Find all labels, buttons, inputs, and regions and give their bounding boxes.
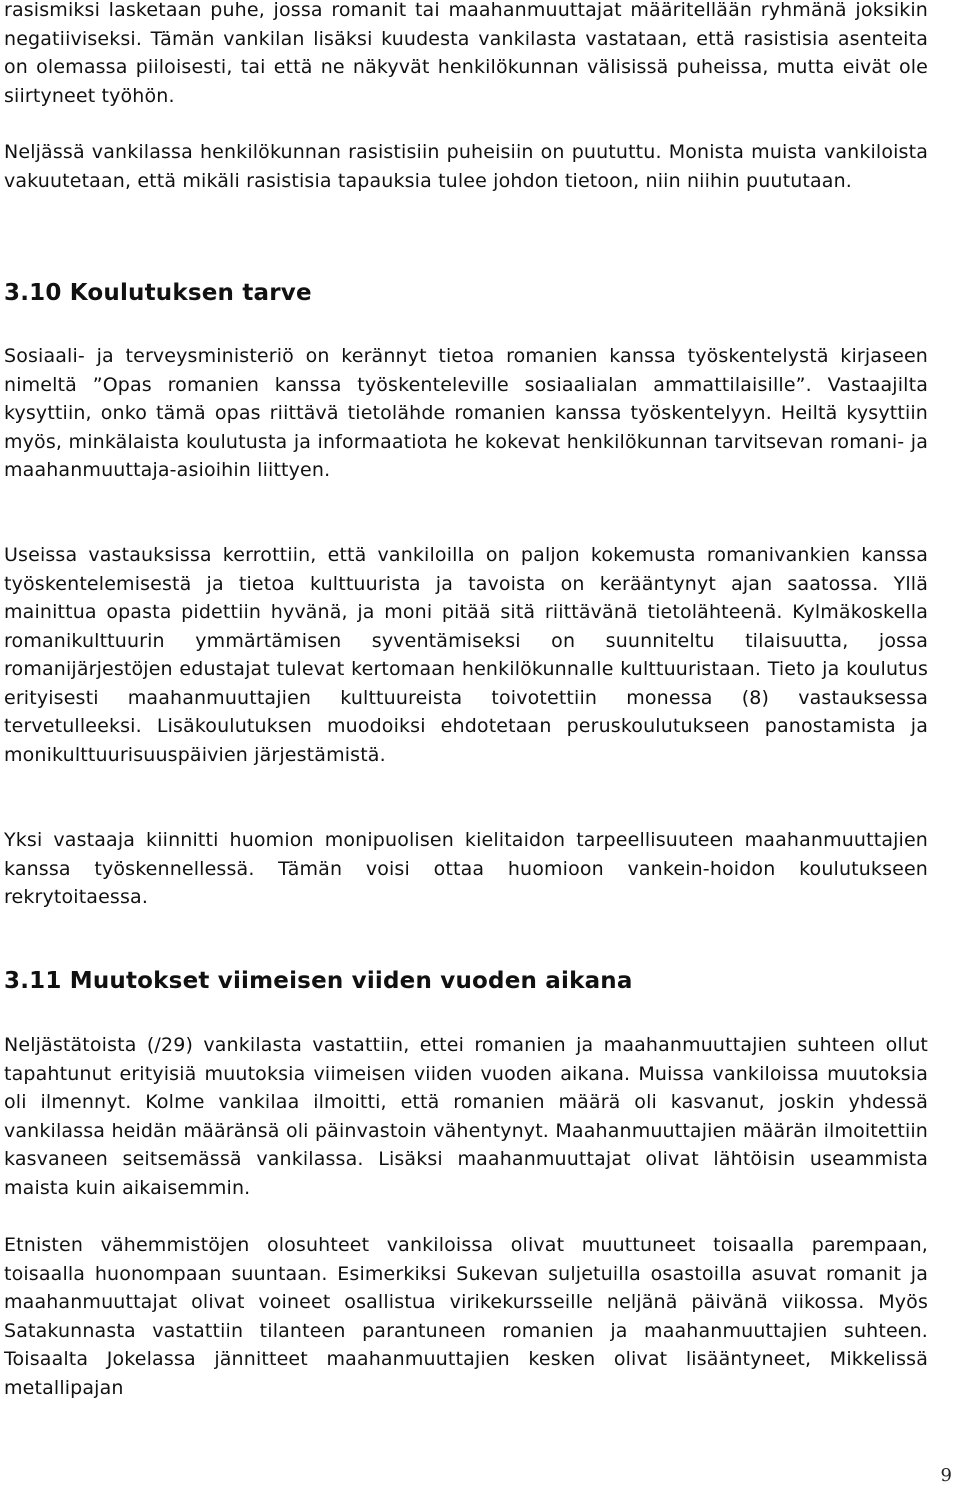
paragraph-puututtu: Neljässä vankilassa henkilökunnan rasistisiin puheisiin on puututtu. Monista muista vankiloista vakuutetaan, että mikäli rasistisia tapauksia tulee johdon tietoon, niin niihin puututaan.	[4, 141, 928, 192]
paragraph-yksi-vastaaja: Yksi vastaaja kiinnitti huomion monipuolisen kielitaidon tarpeellisuuteen maahanmuuttajien kanssa työskennellessä. Tämän voisi ottaa huomioon vankein-hoidon koulutukseen rekrytoitaessa.	[4, 829, 928, 908]
page-number: 9	[940, 1465, 952, 1486]
paragraph-sosiaali: Sosiaali- ja terveysministeriö on kerännyt tietoa romanien kanssa työskentelystä kirjaseen nimeltä ”Opas romanien kanssa työskenteleville sosiaalialan ammattilaisille”. Vastaajilta kysyttiin, onko tämä opas riittävä tietolähde romanien kanssa työskentelyyn. Heiltä kysyttiin myös, minkälaista koulutusta ja informaatiota he kokevat henkilökunnan tarvitsevan romani- ja maahanmuuttaja-asioihin liittyen.	[4, 345, 928, 481]
section-heading-3-10: 3.10 Koulutuksen tarve	[4, 280, 312, 306]
paragraph-useissa: Useissa vastauksissa kerrottiin, että vankiloilla on paljon kokemusta romanivankien kanssa työskentelemisestä ja tietoa kulttuurista ja tavoista on kerääntynyt ajan saatossa. Yllä mainittua opasta pidettiin hyvänä, ja moni pitää sitä riittävänä tietolähteenä. Kylmäkoskella romanikulttuurin ymmärtämisen syventämiseksi on suunniteltu tilaisuutta, jossa romanijärjestöjen edustajat tulevat kertomaan henkilökunnalle kulttuuristaan. Tieto ja koulutus erityisesti maahanmuuttajien kulttuureista toivotettiin monessa (8) vastauksessa tervetulleeksi. Lisäkoulutuksen muodoiksi ehdotetaan peruskoulutukseen panostamista ja monikulttuurisuuspäivien järjestämistä.	[4, 544, 928, 766]
paragraph-rasismi: rasismiksi lasketaan puhe, jossa romanit tai maahanmuuttajat määritellään ryhmänä joksikin negatiiviseksi. Tämän vankilan lisäksi kuudesta vankilasta vastataan, että rasistisia asenteita on olemassa piiloisesti, tai että ne näkyvät henkilökunnan välisissä puheissa, mutta eivät ole siirtyneet työhön.	[4, 0, 928, 107]
paragraph-etnisten: Etnisten vähemmistöjen olosuhteet vankiloissa olivat muuttuneet toisaalla parempaan, toisaalla huonompaan suuntaan. Esimerkiksi Sukevan suljetuilla osastoilla asuvat romanit ja maahanmuuttajat olivat voineet osallistua virikekursseille neljänä päivänä viikossa. Myös Satakunnasta vastattiin tilanteen parantuneen romanien ja maahanmuuttajien suhteen. Toisaalta Jokelassa jännitteet maahanmuuttajien kesken olivat lisääntyneet, Mikkelissä metallipajan	[4, 1234, 928, 1399]
section-heading-3-11: 3.11 Muutokset viimeisen viiden vuoden aikana	[4, 968, 633, 994]
paragraph-neljastatoista: Neljästätoista (/29) vankilasta vastattiin, ettei romanien ja maahanmuuttajien suhteen ollut tapahtunut erityisiä muutoksia viimeisen viiden vuoden aikana. Muissa vankiloissa muutoksia oli ilmennyt. Kolme vankilaa ilmoitti, että romanien määrä oli kasvanut, joskin yhdessä vankilassa heidän määränsä oli päinvastoin vähentynyt. Maahanmuuttajien määrän ilmoitettiin kasvaneen seitsemässä vankilassa. Lisäksi maahanmuuttajat olivat lähtöisin useammista maista kuin aikaisemmin.	[4, 1034, 928, 1199]
